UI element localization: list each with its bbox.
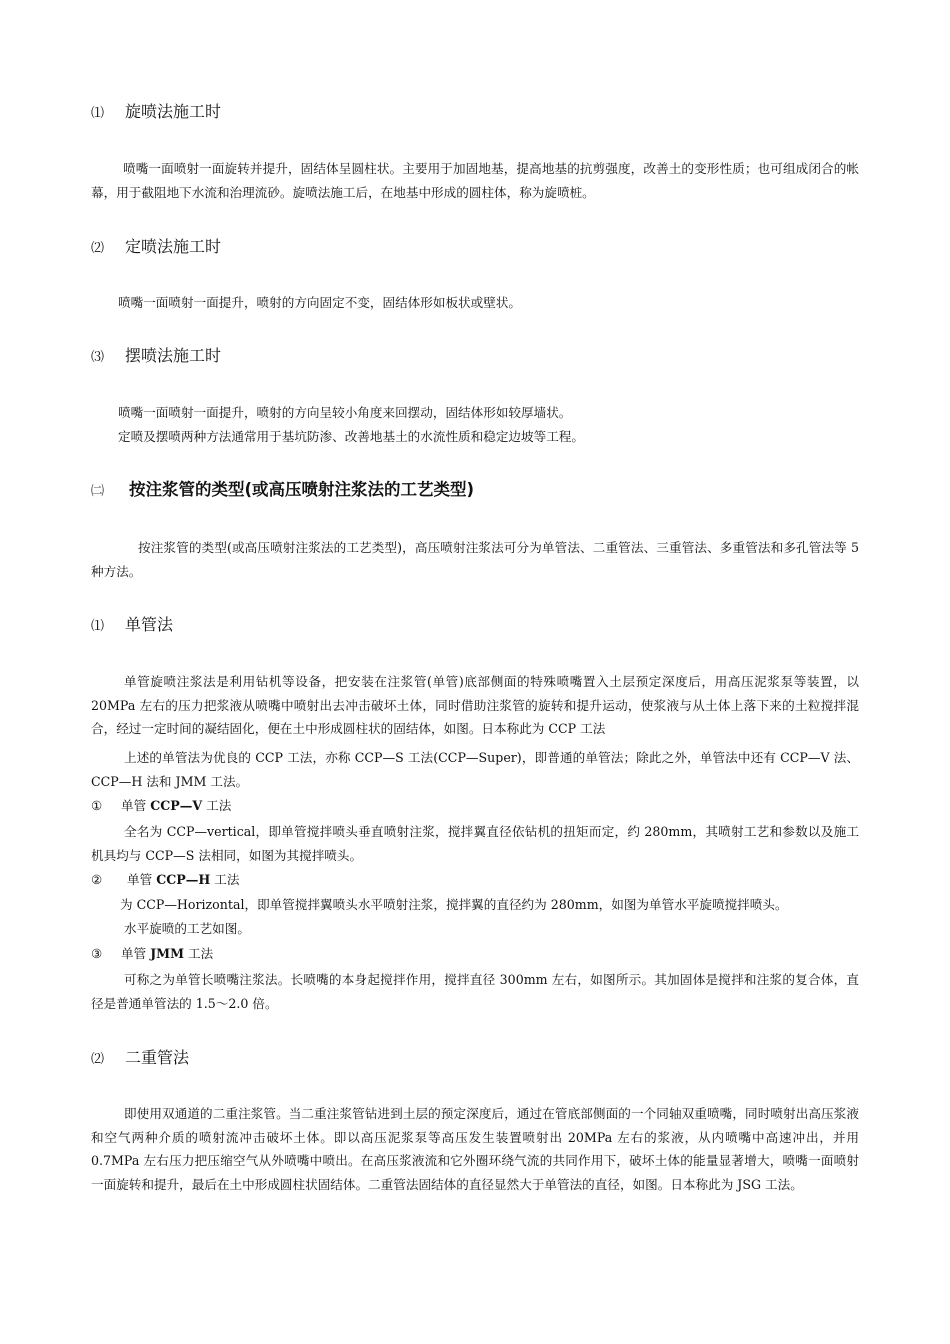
paragraph-single-pipe: 单管旋喷注浆法是利用钻机等设备，把安装在注浆管(单管)底部侧面的特殊喷嘴置入土层预定深度后，用高压泥浆泵等装置，以 20MPa 左右的压力把浆液从喷嘴中喷射出去冲击破坏土体，同时借助注浆管的旋转和提升运动，使浆液与从土体上落下来的土粒搅拌混合，经过一定时间的凝结固化，便在土中形成圆柱状的固结体，如图。日本称此为 CCP 工法 xyxy=(91,674,859,736)
paragraph-swing-jet: 喷嘴一面喷射一面提升，喷射的方向呈较小角度来回摆动，固结体形如较厚墙状。 xyxy=(118,405,572,420)
item-ccp-v: ① 单管 CCP—V 工法 xyxy=(91,795,231,817)
paragraph-double-pipe: 即使用双通道的二重注浆管。当二重注浆管钻进到土层的预定深度后，通过在管底部侧面的一个同轴双重喷嘴，同时喷射出高压浆液和空气两种介质的喷射流冲击破坏土体。即以高压泥浆泵等高压发生装置喷射出 20MPa 左右的浆液，从内喷嘴中高速冲出，并用 0.7MPa 左右压力把压缩空气从外喷嘴中喷出。在高压浆液流和它外圈环绕气流的共同作用下，破坏土体的能量显著增大，喷嘴一面喷射一面旋转和提升，最后在土中形成圆柱状固结体。二重管法固结体的直径显然大于单管法的直径，如图。日本称此为 JSG 工法。 xyxy=(91,1106,859,1192)
paragraph-grout-pipe-types: 按注浆管的类型(或高压喷射注浆法的工艺类型)，高压喷射注浆法可分为单管法、二重管法、三重管法、多重管法和多孔管法等 5 种方法。 xyxy=(91,540,859,579)
section-title: 定喷法施工时 xyxy=(125,237,222,256)
item-ccp-h: ② 单管 CCP—H 工法 xyxy=(91,869,239,891)
section-heading-double-pipe xyxy=(91,1047,189,1071)
paragraph-jmm: 可称之为单管长喷嘴注浆法。长喷嘴的本身起搅拌作用，搅拌直径 300mm 左右，如图所示。其加固体是搅拌和注浆的复合体，直径是普通单管法的 1.5～2.0 倍。 xyxy=(91,972,859,1011)
item-marker: ③ xyxy=(91,946,103,961)
paragraph-horizontal-process: 水平旋喷的工艺如图。 xyxy=(124,921,250,936)
paragraph-ccp-v: 全名为 CCP—vertical，即单管搅拌喷头垂直喷射注浆，搅拌翼直径依钻机的扭矩而定，约 280mm，其喷射工艺和参数以及施工机具均与 CCP—S 法相同，如图为其搅拌喷头。 xyxy=(91,824,859,863)
section-title: 二重管法 xyxy=(125,1048,190,1067)
section-number: ⑴ xyxy=(91,619,105,634)
section-heading-swing-jet xyxy=(91,345,221,369)
section-title: 旋喷法施工时 xyxy=(125,102,222,121)
section-heading-rotary-jet xyxy=(91,101,221,125)
item-marker: ① xyxy=(91,798,103,813)
section-number: ㈡ xyxy=(91,484,105,499)
section-number: ⑵ xyxy=(91,241,105,256)
section-heading-single-pipe xyxy=(91,614,173,638)
item-marker: ② xyxy=(91,872,103,887)
section-title: 单管法 xyxy=(125,615,174,634)
item-jmm: ③ 单管 JMM 工法 xyxy=(91,943,213,965)
paragraph-fixed-jet: 喷嘴一面喷射一面提升，喷射的方向固定不变，固结体形如板状或壁状。 xyxy=(118,295,521,310)
paragraph-ccp-variants: 上述的单管法为优良的 CCP 工法，亦称 CCP—S 工法(CCP—Super)，即普通的单管法；除此之外，单管法中还有 CCP—V 法、CCP—H 法和 JMM 工法。 xyxy=(91,750,859,789)
section-number: ⑴ xyxy=(91,106,105,121)
section-heading-grout-pipe-types xyxy=(91,479,474,503)
paragraph-ccp-h: 为 CCP—Horizontal，即单管搅拌翼喷头水平喷射注浆，搅拌翼的直径约为 280mm，如图为单管水平旋喷搅拌喷头。 xyxy=(120,897,788,912)
section-number: ⑵ xyxy=(91,1052,105,1067)
paragraph-rotary-jet: 喷嘴一面喷射一面旋转并提升，固结体呈圆柱状。主要用于加固地基，提高地基的抗剪强度，改善土的变形性质；也可组成闭合的帐幕，用于截阻地下水流和治理流砂。旋喷法施工后，在地基中形成的圆柱体，称为旋喷桩。 xyxy=(91,161,859,200)
section-number: ⑶ xyxy=(91,350,105,365)
section-title: 摆喷法施工时 xyxy=(125,346,222,365)
section-title: 按注浆管的类型(或高压喷射注浆法的工艺类型) xyxy=(129,480,475,499)
paragraph-fixed-swing-usage: 定喷及摆喷两种方法通常用于基坑防渗、改善地基土的水流性质和稳定边坡等工程。 xyxy=(118,429,584,444)
section-heading-fixed-jet xyxy=(91,236,221,260)
